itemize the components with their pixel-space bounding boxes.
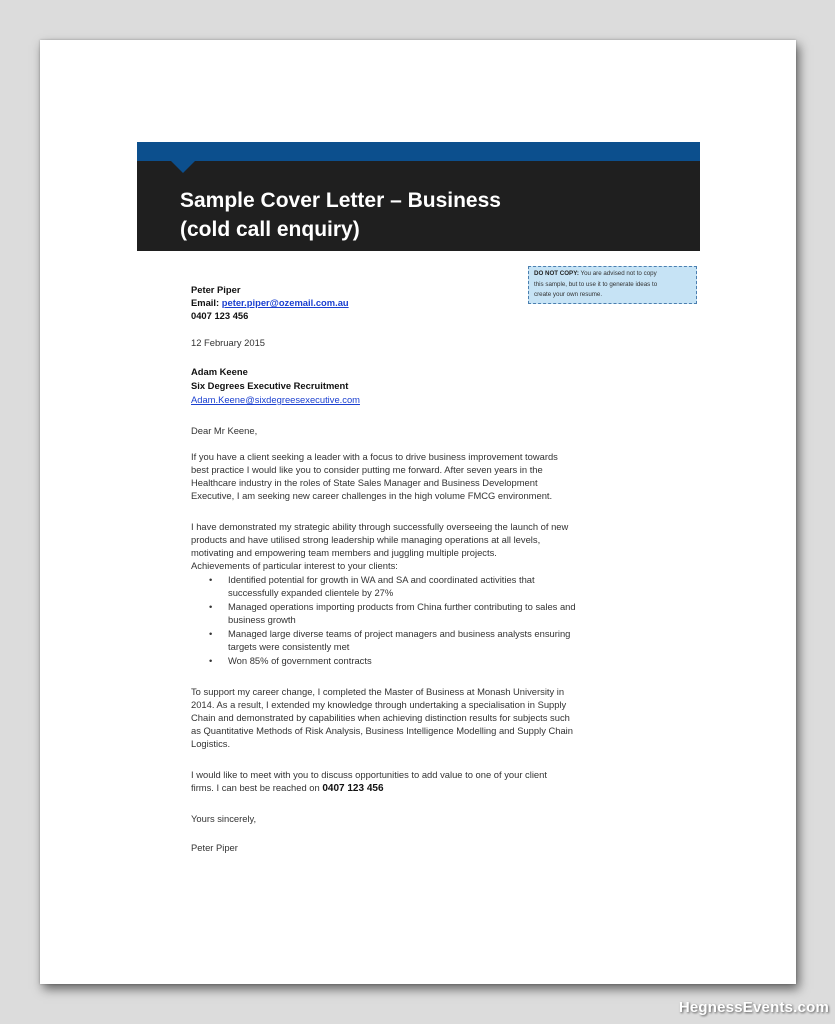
sender-phone: 0407 123 456 [191, 310, 249, 321]
sender-email-line [191, 296, 349, 309]
bullet-text: business growth [228, 614, 296, 625]
paragraph-3-line: 2014. As a result, I extended my knowledge through undertaking a specialisation in Supply [191, 699, 567, 710]
bullet-text: Managed operations importing products from China further contributing to sales and [228, 601, 576, 612]
page-title [180, 186, 501, 244]
bullet-dot: • [209, 628, 213, 639]
bullet-dot: • [209, 601, 213, 612]
bullet-dot: • [209, 655, 213, 666]
bullet-text: successfully expanded clientele by 27% [228, 587, 394, 598]
title-line-2: (cold call enquiry) [180, 218, 360, 241]
recipient-name: Adam Keene [191, 366, 248, 377]
recipient-company: Six Degrees Executive Recruitment [191, 380, 349, 391]
banner-accent-strip [137, 142, 700, 161]
salutation: Dear Mr Keene, [191, 425, 258, 436]
notice-line-1: You are advised not to copy [578, 270, 657, 277]
paragraph-1-line: Executive, I am seeking new career challenges in the high volume FMCG environment. [191, 490, 553, 501]
paragraph-3-line: as Quantitative Methods of Risk Analysis, Business Intelligence Modelling and Supply Chain [191, 725, 573, 736]
sender-email-link[interactable]: peter.piper@ozemail.com.au [221, 297, 349, 308]
bullet-text: Identified potential for growth in WA and SA and coordinated activities that [228, 574, 535, 585]
sender-name: Peter Piper [191, 284, 241, 295]
sender-email-label: Email: [191, 297, 220, 308]
banner-notch [171, 161, 195, 173]
paragraph-1-line: Healthcare industry in the roles of State Sales Manager and Business Development [191, 477, 538, 488]
achievements-intro: Achievements of particular interest to your clients: [191, 560, 398, 571]
closing: Yours sincerely, [191, 813, 257, 824]
paragraph-1-line: best practice I would like you to consider putting me forward. After seven years in the [191, 464, 543, 475]
bullet-text: Won 85% of government contracts [228, 655, 372, 666]
notice-line-2: this sample, but to use it to generate ideas to [534, 280, 658, 288]
bullet-text: targets were consistently met [228, 641, 350, 652]
notice-label: DO NOT COPY: [534, 270, 579, 277]
site-watermark: HegnessEvents.com [678, 999, 829, 1016]
paragraph-2-line: I have demonstrated my strategic ability through successfully overseeing the launch of new [191, 521, 569, 532]
letter-date: 12 February 2015 [191, 337, 266, 348]
signature-name: Peter Piper [191, 842, 238, 853]
document-page [40, 40, 796, 984]
title-banner [137, 142, 700, 251]
paragraph-1-line: If you have a client seeking a leader with a focus to drive business improvement towards [191, 451, 558, 462]
paragraph-4-line: I would like to meet with you to discuss opportunities to add value to one of your client [191, 769, 547, 780]
do-not-copy-notice [528, 266, 697, 304]
paragraph-3-line: Logistics. [191, 738, 231, 749]
paragraph-3-line: Chain and demonstrated by capabilities when achieving distinction results for subjects such [191, 712, 570, 723]
paragraph-3-line: To support my career change, I completed the Master of Business at Monash University in [191, 686, 565, 697]
paragraph-4-text: firms. I can best be reached on [191, 782, 323, 793]
title-line-1: Sample Cover Letter – Business [180, 189, 501, 212]
contact-phone: 0407 123 456 [322, 783, 384, 794]
notice-line-3: create your own resume. [534, 291, 603, 298]
recipient-email-link[interactable]: Adam.Keene@sixdegreesexecutive.com [191, 394, 360, 405]
paragraph-4-line [191, 781, 384, 795]
paragraph-2-line: motivating and empowering team members and juggling multiple projects. [191, 547, 497, 558]
bullet-dot: • [209, 574, 213, 585]
paragraph-2-line: products and have utilised strong leadership while managing operations at all levels, [191, 534, 541, 545]
bullet-text: Managed large diverse teams of project managers and business analysts ensuring [228, 628, 571, 639]
